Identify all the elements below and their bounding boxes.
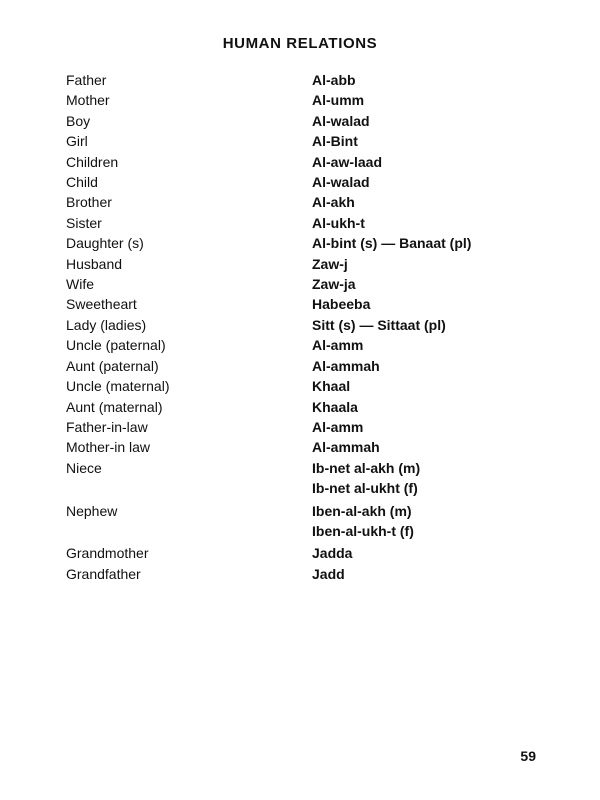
english-term: Nephew — [66, 502, 118, 519]
arabic-term-line: Khaala — [312, 398, 358, 415]
english-term: Children — [66, 153, 119, 170]
arabic-term — [312, 335, 546, 355]
page-number: 59 — [520, 748, 536, 764]
english-term: Niece — [66, 459, 102, 476]
english-term: Aunt (paternal) — [66, 357, 159, 374]
vocabulary-row — [66, 131, 546, 151]
english-term: Girl — [66, 133, 88, 150]
vocabulary-row — [66, 274, 546, 294]
arabic-term — [312, 131, 546, 151]
arabic-term-line: Habeeba — [312, 296, 371, 313]
vocabulary-row — [66, 458, 546, 499]
arabic-term — [312, 315, 546, 335]
arabic-term — [312, 564, 546, 584]
arabic-term-line: Al-abb — [312, 72, 356, 88]
arabic-term — [312, 294, 546, 314]
arabic-term — [312, 397, 546, 417]
arabic-term — [312, 233, 546, 253]
arabic-term — [312, 213, 546, 233]
vocabulary-row — [66, 356, 546, 376]
english-term: Uncle (paternal) — [66, 337, 166, 354]
vocabulary-row — [66, 501, 546, 542]
arabic-term-line: Zaw-ja — [312, 276, 356, 293]
english-term: Mother — [66, 92, 110, 109]
arabic-term — [312, 501, 546, 542]
arabic-term-line: Al-umm — [312, 92, 365, 109]
vocabulary-row — [66, 233, 546, 253]
english-term: Wife — [66, 276, 94, 293]
arabic-term-line: Al-aw-laad — [312, 153, 383, 170]
arabic-term-line: Zaw-j — [312, 255, 348, 272]
vocabulary-row — [66, 564, 546, 584]
arabic-term — [312, 356, 546, 376]
english-term: Grandfather — [66, 565, 141, 582]
vocabulary-row — [66, 417, 546, 437]
arabic-term-line: Iben-al-akh (m) — [312, 502, 412, 519]
arabic-term-line: Sitt (s) — Sittaat (pl) — [312, 316, 446, 333]
arabic-term-line: Ib-net al-akh (m) — [312, 459, 421, 476]
arabic-term — [312, 417, 546, 437]
arabic-term-line: Al-bint (s) — Banaat (pl) — [312, 235, 472, 252]
arabic-term-line: Jadda — [312, 545, 353, 562]
arabic-term-line: Ib-net al-ukht (f) — [312, 480, 418, 497]
english-term: Grandmother — [66, 545, 149, 562]
arabic-term — [312, 152, 546, 172]
english-term: Daughter (s) — [66, 235, 144, 252]
arabic-term-line: Khaal — [312, 378, 351, 395]
arabic-term-line: Al-akh — [312, 194, 355, 211]
english-term: Child — [66, 174, 98, 191]
english-term: Boy — [66, 112, 91, 129]
english-term: Father — [66, 72, 107, 88]
vocabulary-row — [66, 315, 546, 335]
vocabulary-row — [66, 294, 546, 314]
vocabulary-row — [66, 192, 546, 212]
vocabulary-row — [66, 397, 546, 417]
vocabulary-row — [66, 111, 546, 131]
arabic-term-line: Iben-al-ukh-t (f) — [312, 522, 414, 539]
vocabulary-row — [66, 172, 546, 192]
arabic-term-line: Al-walad — [312, 112, 370, 129]
arabic-term-line: Al-Bint — [312, 133, 358, 150]
english-term: Uncle (maternal) — [66, 378, 170, 395]
english-term: Father-in-law — [66, 418, 148, 435]
arabic-term — [312, 458, 546, 499]
arabic-term — [312, 543, 546, 563]
arabic-term-line: Jadd — [312, 565, 345, 582]
arabic-term — [312, 274, 546, 294]
page-title: HUMAN RELATIONS — [222, 35, 378, 52]
vocabulary-row — [66, 376, 546, 396]
arabic-term-line: Al-walad — [312, 174, 370, 191]
english-term: Sister — [66, 214, 102, 231]
arabic-term — [312, 111, 546, 131]
arabic-term — [312, 70, 546, 90]
vocabulary-row — [66, 254, 546, 274]
arabic-term — [312, 254, 546, 274]
vocabulary-list — [66, 70, 546, 584]
arabic-term-line: Al-amm — [312, 337, 364, 354]
arabic-term — [312, 90, 546, 110]
arabic-term-line: Al-ammah — [312, 357, 380, 374]
arabic-term-line: Al-amm — [312, 418, 364, 435]
arabic-term — [312, 192, 546, 212]
english-term: Sweetheart — [66, 296, 137, 313]
arabic-term — [312, 376, 546, 396]
arabic-term-line: Al-ukh-t — [312, 214, 365, 231]
vocabulary-row — [66, 437, 546, 457]
vocabulary-row — [66, 335, 546, 355]
vocabulary-row — [66, 213, 546, 233]
english-term: Lady (ladies) — [66, 316, 147, 333]
vocabulary-row — [66, 70, 546, 90]
english-term: Mother-in law — [66, 439, 151, 456]
arabic-term — [312, 437, 546, 457]
arabic-term-line: Al-ammah — [312, 439, 380, 456]
english-term: Aunt (maternal) — [66, 398, 163, 415]
vocabulary-row — [66, 90, 546, 110]
english-term: Husband — [66, 255, 123, 272]
vocabulary-row — [66, 152, 546, 172]
vocabulary-row — [66, 543, 546, 563]
arabic-term — [312, 172, 546, 192]
english-term: Brother — [66, 194, 112, 211]
